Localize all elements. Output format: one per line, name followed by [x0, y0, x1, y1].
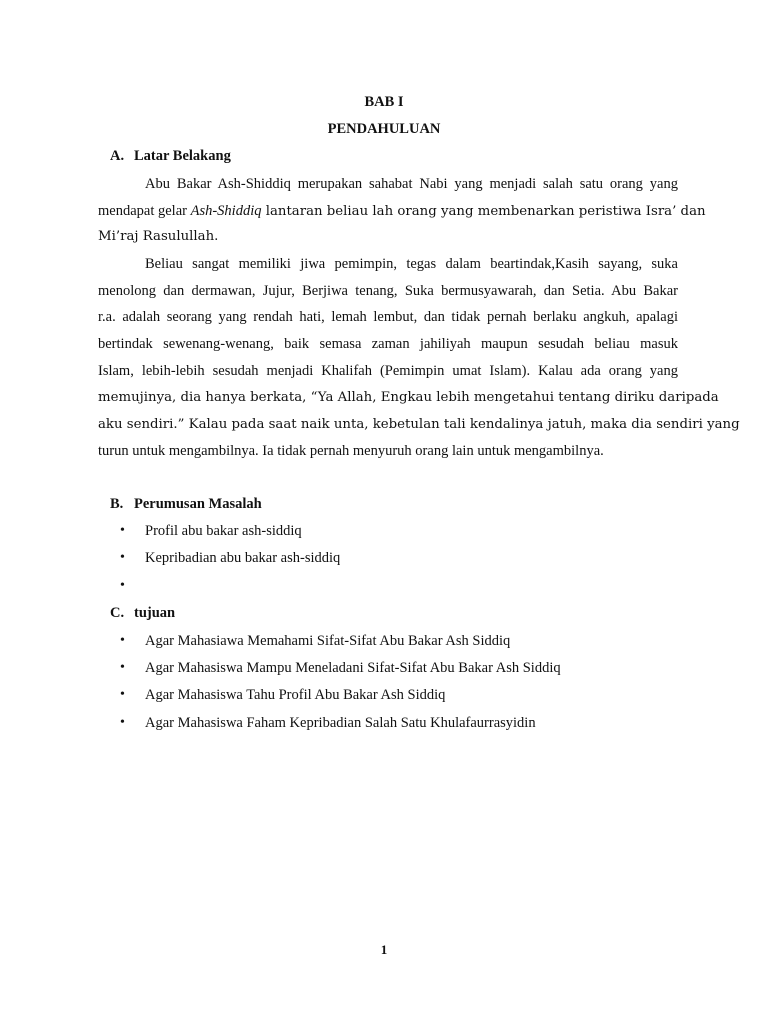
italic-term: Ash-Shiddiq: [190, 203, 262, 219]
bullet-icon: [120, 691, 128, 699]
list-item: Kepribadian abu bakar ash-siddiq: [145, 550, 341, 566]
paragraph-2-line: turun untuk mengambilnya. Ia tidak pernah menyuruh orang lain untuk mengambilnya.: [98, 443, 604, 459]
paragraph-1-text: lantaran beliau lah orang yang membenarkan peristiwa Isra’ dan: [261, 204, 706, 219]
bullet-icon: [120, 554, 128, 562]
section-b-label: B.: [110, 496, 124, 512]
bullet-icon: [120, 527, 128, 535]
paragraph-2-line: r.a. adalah seorang yang rendah hati, lemah lembut, dan tidak pernah berlaku angkuh, apalagi: [98, 309, 678, 325]
paragraph-2-line: memujinya, dia hanya berkata, “Ya Allah, Engkau lebih mengetahui tentang diriku daripada: [98, 390, 719, 405]
bullet-icon: [120, 664, 128, 672]
section-c-heading: tujuan: [134, 605, 176, 621]
paragraph-1-line: Abu Bakar Ash-Shiddiq merupakan sahabat Nabi yang menjadi salah satu orang yang: [145, 176, 678, 192]
paragraph-2-line: bertindak sewenang-wenang, baik semasa zaman jahiliyah maupun sesudah beliau masuk: [98, 336, 678, 352]
section-c-label: C.: [110, 605, 125, 621]
bullet-icon: [120, 582, 128, 590]
paragraph-1-text: mendapat gelar: [98, 203, 191, 219]
bullet-icon: [120, 637, 128, 645]
list-item: Profil abu bakar ash-siddiq: [145, 523, 302, 539]
chapter-number: BAB I: [364, 94, 404, 110]
section-b-heading: Perumusan Masalah: [134, 496, 262, 512]
section-a-heading: Latar Belakang: [134, 148, 231, 164]
list-item: Agar Mahasiawa Memahami Sifat-Sifat Abu Bakar Ash Siddiq: [145, 633, 511, 649]
bullet-icon: [120, 719, 128, 727]
paragraph-2-line: Beliau sangat memiliki jiwa pemimpin, tegas dalam beartindak,Kasih sayang, suka: [145, 256, 678, 272]
paragraph-1-line: Mi’raj Rasulullah.: [98, 229, 219, 244]
chapter-title: PENDAHULUAN: [327, 121, 441, 137]
list-item: Agar Mahasiswa Tahu Profil Abu Bakar Ash Siddiq: [145, 687, 446, 703]
paragraph-2-line: aku sendiri.” Kalau pada saat naik unta, kebetulan tali kendalinya jatuh, maka dia sendiri yang: [98, 417, 740, 432]
paragraph-2-line: Islam, lebih-lebih sesudah menjadi Khalifah (Pemimpin umat Islam). Kalau ada orang yang: [98, 363, 678, 379]
section-a-label: A.: [110, 148, 125, 164]
page-number: 1: [380, 942, 388, 957]
paragraph-1-line: [98, 201, 706, 221]
list-item: Agar Mahasiswa Mampu Meneladani Sifat-Sifat Abu Bakar Ash Siddiq: [145, 660, 561, 676]
list-item: Agar Mahasiswa Faham Kepribadian Salah Satu Khulafaurrasyidin: [145, 715, 536, 731]
paragraph-2-line: menolong dan dermawan, Jujur, Berjiwa tenang, Suka bermusyawarah, dan Setia. Abu Bakar: [98, 283, 678, 299]
